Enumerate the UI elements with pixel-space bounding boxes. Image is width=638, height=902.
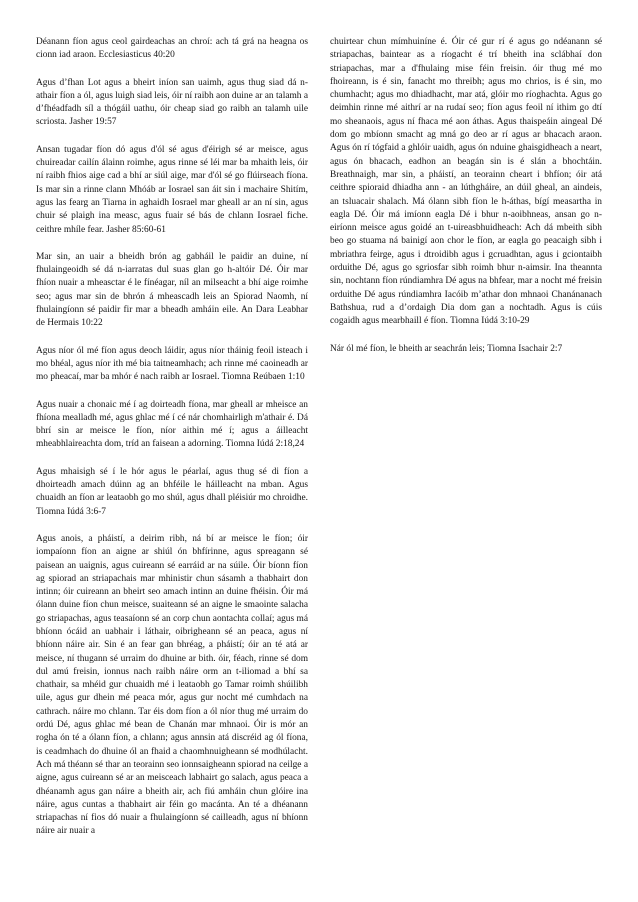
paragraph: Agus anois, a pháistí, a deirim ribh, ná bí ar meisce le fíon; óir iompaíonn fíon an aigne ar shiúl ón bhfírinne, agus spreagann sé paisean an uaignis, agus cuireann sé earráid ar na súile. Óir bíonn fíon ag spiorad an striapachais mar mhinistir chun sásamh a thabhairt don intinn; óir cuireann an bheirt seo amach intinn an duine fhéisin. Óir má ólann duine fíon chun meisce, suaiteann sé an aigne le smaointe salacha go striapachas, agus teasaíonn sé an corp chun aontachta collaí; agus má bhíonn ócáid an uabhair i láthair, oibrigheann sé an peaca, agus ní bhíonn náire air. Sin é an fear gan bhréag, a pháistí; óir an té atá ar meisce, ní thugann sé urraim do dhuine ar bith. óir, féach, rinne sé dom dul amú freisin, ionnus nach raibh náire orm an t-iliomad a bhí sa chathair, sa mhéid gur chuaidh mé i leataobh go Tamar roimh shúilibh uile, agus gur dhein mé peaca mór, agus gur nocht mé cumhdach na cathrach. náire mo chlann. Tar éis dom fíon a ól níor thug mé urraim do ordú Dé, agus ghlac mé bean de Chanán mar mhnaoi. Óir is mór an rogha ón té a ólann fíon, a chlann; agus annsin atá discréid ag ól fíona, is ceadmhach do dhuine ól an fhaid a chaomhnuigheann sé modhúlacht. Ach má théann sé thar an teorainn seo ionnsaigheann spiorad na ceilge a aigne, agus cuireann sé ar an meisceach labhairt go salach, agus peaca a dhéanamh agus gan náire a bheith air, ach fiú amháin chun glóire ina náire, agus cuntas a thabhairt air féin go macánta. An té a dhéanann striapachas ní fios dó nuair a fhulaingíonn sé cailleadh, agus ní bhíonn náire air nuair a <box>36 533 308 837</box>
left-column <box>36 36 308 876</box>
paragraph: Agus mhaisigh sé í le hór agus le péarlaí, agus thug sé di fíon a dhoirteadh amach dúinn ag an bhféile le háilleacht na mban. Agus chuaidh an fíon ar leataobh go mo shúl, agus dhall pléisiúr mo chroidhe. Tiomna Iúdá 3:6-7 <box>36 466 308 517</box>
paragraph: Agus níor ól mé fíon agus deoch láidir, agus níor tháinig feoil isteach i mo bhéal, agus níor ith mé bia taitneamhach; ach rinne mé caoineadh ar mo pheacaí, mar ba mhór é nach raibh ar Iosrael. Tiomna Reúbaen 1:10 <box>36 345 308 383</box>
paragraph: Nár ól mé fíon, le bheith ar seachrán leis; Tiomna Isachair 2:7 <box>330 343 563 354</box>
paragraph: Agus d’fhan Lot agus a bheirt iníon san uaimh, agus thug siad dá n-athair fíon a ól, agus luigh siad leis, óir ní raibh aon duine ar an talamh a d’fhéadfadh síl a thógáil uathu, óir cheap siad go raibh an talamh uile scriosta. Jasher 19:57 <box>36 77 308 128</box>
right-column <box>330 36 602 876</box>
paragraph: Ansan tugadar fíon dó agus d'ól sé agus d'éirigh sé ar meisce, agus chuireadar cailín álainn roimhe, agus rinne sé léi mar ba mhaith leis, óir ní raibh fhios aige cad a bhí ar siúl aige, mar d'ól sé go flúirseach fíona. Is mar sin a rinne clann Mhóáb ar Iosrael san áit sin i machaire Shitím, agus las fearg an Tiarna in aghaidh Iosrael mar gheall ar an ní sin, agus chuir sé plaigh ina measc, agus fuair sé bás de chlann Iosrael fiche. ceithre mhíle fear. Jasher 85:60-61 <box>36 144 308 235</box>
paragraph: Déanann fíon agus ceol gairdeachas an chroí: ach tá grá na heagna os cionn iad araon. Ecclesiasticus 40:20 <box>36 37 308 61</box>
paragraph: Agus nuair a chonaic mé í ag doirteadh fíona, mar gheall ar mheisce an fhíona mealladh mé, agus ghlac mé í cé nár chomhairligh m'athair é. Dá bhrí sin ar meisce le fíon, níor aithin mé í; agus a áilleacht mheabhlaireachta dom, tríd an faisean a adorning. Tiomna Iúdá 2:18,24 <box>36 399 308 450</box>
document-page <box>36 36 602 876</box>
paragraph: chuirtear chun mímhuiníne é. Óir cé gur rí é agus go ndéanann sé striapachas, baintear as a ríogacht é trí bheith ina sclábhaí don striapachas, mar a d'fhulaing mise féin freisin. óir thug mé mo fhoireann, is é sin, fanacht mo threibh; agus mo chrios, is é sin, mo chumhacht; agus mo dhiadhacht, mar atá, glóir mo ríoghachta. Agus go deimhin rinne mé aithrí ar na rudaí seo; fíon agus feoil ní ithim go dtí mo sheanaois, agus ní fhaca mé aon áthas. Agus thaispeáin aingeal Dé dom go mbíonn smacht ag mná go deo ar rí agus ar bhacach araon. Agus ón rí tógfaid a ghlóir uaidh, agus ón nduine ghaisgidheach a neart, agus ón bhacach, eadhon an beagán sin is é slán a bhochtáin. Breathnaigh, mar sin, a pháistí, an teorainn cheart i bhfíon; óir atá ceithre spioraid dhiadha ann - an lúthgháire, an dúil gheal, an aindeis, an tsluacair shalach. Má ólann sibh fíon le h-áthas, bígí measartha in eagla Dé. Óir má imíonn eagla Dé i bhur n-aoibhneas, ansan go n-eiríonn meisce agus goidé an t-uireasbhuidheach: Ach dá mbeith sibh beo go stuama ná bainigí aon chor le fíon, ar eagla go peacaigh sibh i mbriathra feirge, agus i dtroidibh agus i gcruadhtan, agus i gciontaibh orduithe Dé, agus go sgriosfar sibh roimh bhur n-aimsir. Ina theannta sin, nochtann fíon rúndiamhra Dé agus na bhfear, mar a nocht mé freisin orduithe Dé agus rúndiamhra Iacóib m’athar don mhnaoi Chanánanach Bathshua, rud a d’ordaigh Dia dom gan a nochtadh. Agus is cúis cogaidh agus mearbhaill é fíon. Tiomna Iúdá 3:10-29 <box>330 37 602 327</box>
paragraph: Mar sin, an uair a bheidh brón ag gabháil le paidir an duine, ní fhulaingeoidh sé dá n-iarratas dul suas glan go h-altóir Dé. Óir mar fhíon nuair a mheasctar é le fínéagar, níl an milseacht a bhí aige roimhe seo; agus mar sin de bhrón á mheascadh leis an Spiorad Naomh, ní fhulaingíonn sé paidir fir mar a bheadh amháin eile. An Dara Leabhar de Hermais 10:22 <box>36 251 308 329</box>
